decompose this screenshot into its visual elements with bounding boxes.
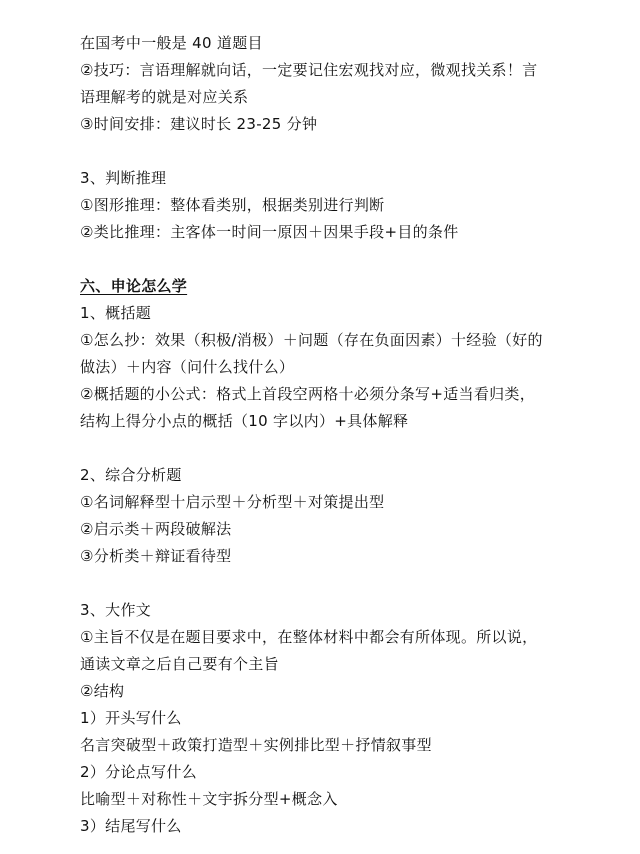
document-page xyxy=(80,30,575,840)
text-line: 2）分论点写什么 xyxy=(80,763,197,781)
blank-line xyxy=(80,435,575,462)
text-line: 1）开头写什么 xyxy=(80,709,182,727)
section-title-summary: 1、概括题 xyxy=(80,304,152,322)
text-line: 在国考中一般是 40 道题目 xyxy=(80,34,263,52)
chapter-heading-shenlun: 六、申论怎么学 xyxy=(80,277,188,295)
blank-line xyxy=(80,570,575,597)
text-line: 做法）＋内容（问什么找什么） xyxy=(80,358,295,376)
text-line: 结构上得分小点的概括（10 字以内）+具体解释 xyxy=(80,412,409,430)
text-line: ①名词解释型十启示型＋分析型＋对策提出型 xyxy=(80,493,385,511)
text-line: ②技巧：言语理解就向话，一定要记住宏观找对应，微观找关系！言 xyxy=(80,61,538,79)
text-line: ③分析类＋辩证看待型 xyxy=(80,547,232,565)
text-line: ①图形推理：整体看类别，根据类别进行判断 xyxy=(80,196,385,214)
text-line: 名言突破型＋政策打造型＋实例排比型＋抒情叙事型 xyxy=(80,736,432,754)
text-line: ②结构 xyxy=(80,682,125,700)
text-line: 通读文章之后自己要有个主旨 xyxy=(80,655,279,673)
text-line: 比喻型＋对称性＋文宇拆分型+概念入 xyxy=(80,790,338,808)
text-line: ②概括题的小公式：格式上首段空两格十必须分条写+适当看归类， xyxy=(80,385,536,403)
blank-line xyxy=(80,138,575,165)
text-line: ①主旨不仅是在题目要求中，在整体材料中都会有所体现。所以说， xyxy=(80,628,538,646)
text-line: ②启示类＋两段破解法 xyxy=(80,520,232,538)
section-title-analysis: 2、综合分析题 xyxy=(80,466,182,484)
text-line: 语理解考的就是对应关系 xyxy=(80,88,249,106)
text-line: ③时间安排：建议时长 23-25 分钟 xyxy=(80,115,318,133)
text-line: ①怎么抄：效果（积极/消极）＋问题（存在负面因素）十经验（好的 xyxy=(80,331,543,349)
text-line: ②类比推理：主客体一时间一原因＋因果手段+目的条件 xyxy=(80,223,459,241)
section-title-judgment: 3、判断推理 xyxy=(80,169,167,187)
blank-line xyxy=(80,246,575,273)
section-title-essay: 3、大作文 xyxy=(80,601,152,619)
text-line: 3）结尾写什么 xyxy=(80,817,182,835)
